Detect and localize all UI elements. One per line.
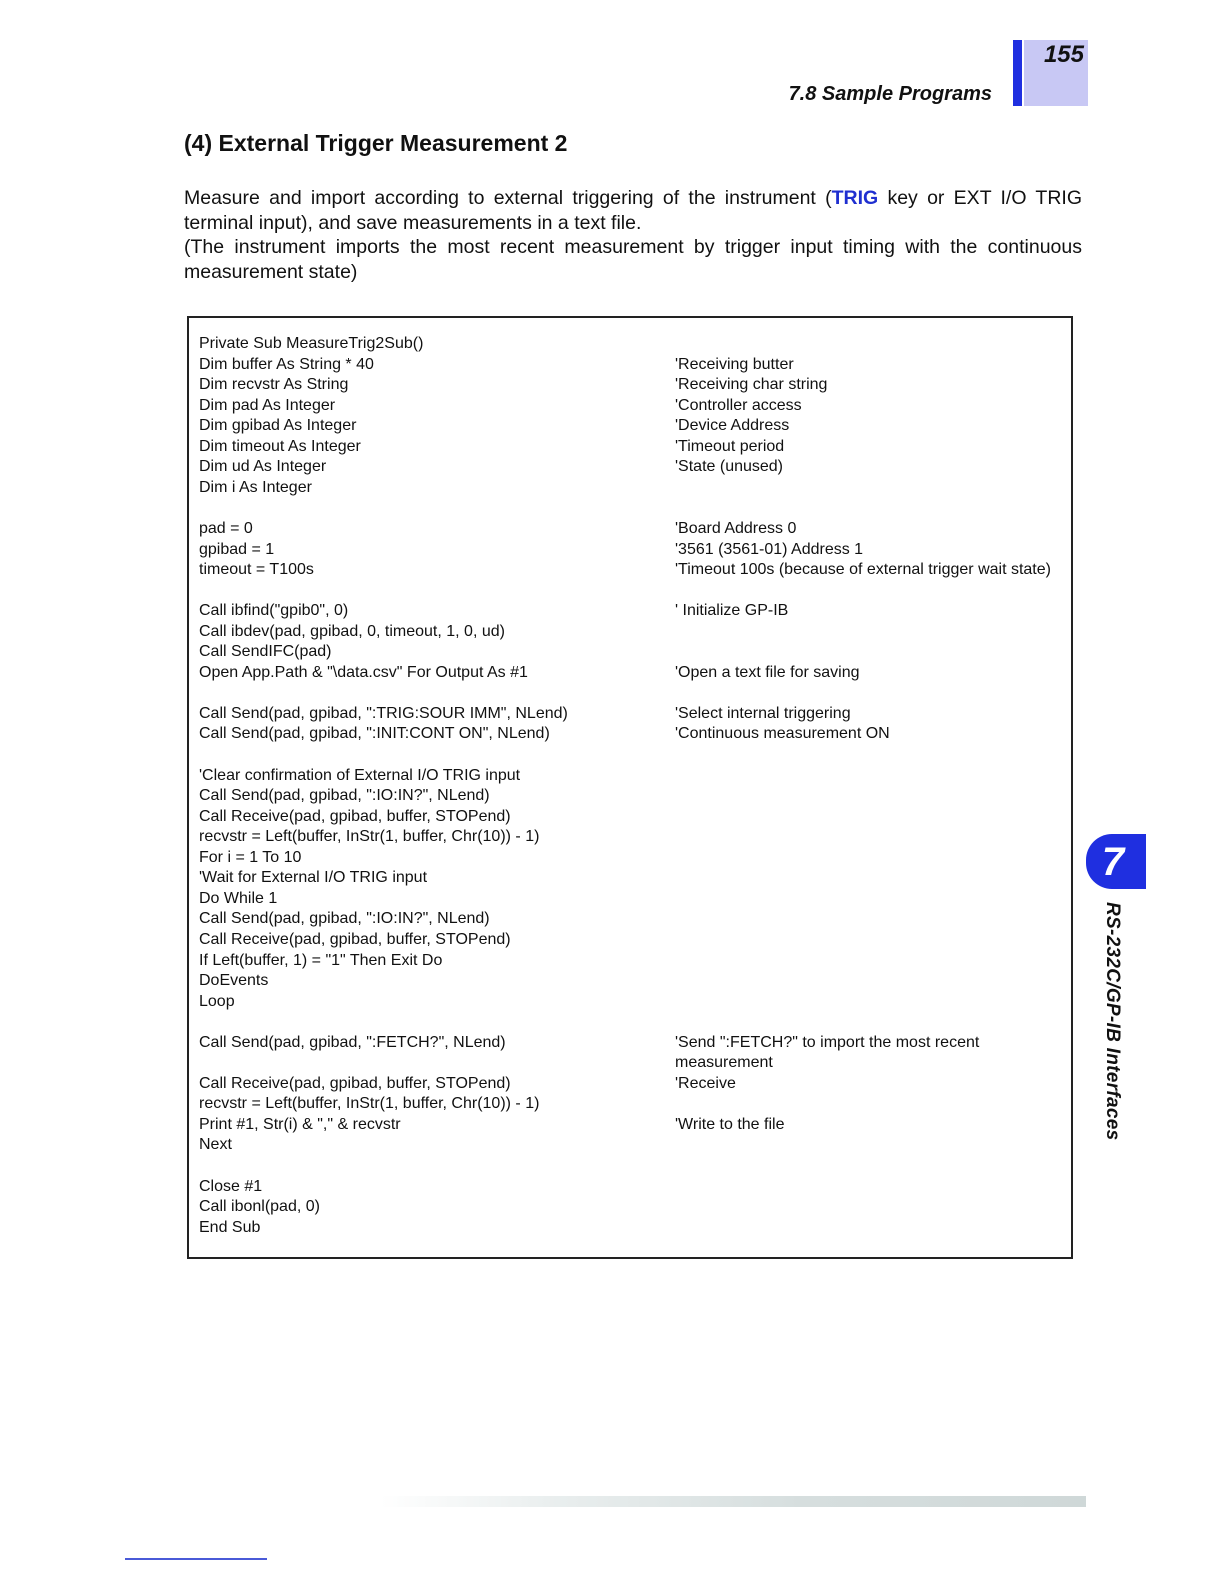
code-text: Call Send(pad, gpibad, ":FETCH?", NLend) xyxy=(199,1033,506,1051)
code-line xyxy=(199,888,1069,909)
code-comment: 'Controller access xyxy=(675,396,802,414)
code-line xyxy=(199,744,1069,765)
code-line xyxy=(199,456,1069,477)
footer-decoration-band xyxy=(380,1496,1086,1507)
code-comment: 'Timeout 100s (because of external trigger wait state) xyxy=(675,561,1051,579)
code-text: Close #1 xyxy=(199,1177,263,1195)
code-text: Call Send(pad, gpibad, ":IO:IN?", NLend) xyxy=(199,910,490,928)
code-line xyxy=(199,682,1069,703)
code-text: Next xyxy=(199,1136,232,1154)
code-text: 'Clear confirmation of External I/O TRIG input xyxy=(199,766,521,784)
code-line xyxy=(199,950,1069,971)
intro-text xyxy=(184,186,1082,284)
code-line xyxy=(199,1011,1069,1032)
code-text: Dim buffer As String * 40 xyxy=(199,355,374,373)
code-line xyxy=(199,806,1069,827)
code-line xyxy=(199,436,1069,457)
code-text: If Left(buffer, 1) = "1" Then Exit Do xyxy=(199,951,443,969)
code-comment: 'State (unused) xyxy=(675,458,784,476)
code-line xyxy=(199,1196,1069,1217)
page-number: 155 xyxy=(1043,41,1084,68)
code-line xyxy=(199,641,1069,662)
code-comment: 'Device Address xyxy=(675,417,790,435)
code-line xyxy=(199,354,1069,375)
code-text: Call ibonl(pad, 0) xyxy=(199,1198,320,1216)
header-accent-bar xyxy=(1013,40,1022,106)
code-line xyxy=(199,559,1069,580)
code-comment: 'Receiving char string xyxy=(675,376,828,394)
intro-paragraph-2: (The instrument imports the most recent measurement by trigger input timing with the continuous measurement state) xyxy=(184,236,1082,283)
code-line xyxy=(199,1176,1069,1197)
code-text: 'Wait for External I/O TRIG input xyxy=(199,869,428,887)
code-text: DoEvents xyxy=(199,972,269,990)
code-comment: 'Receive xyxy=(675,1074,736,1092)
intro-paragraph-1 xyxy=(184,186,1082,235)
intro-p1-start: Measure and import according to external triggering of the instrument ( xyxy=(184,187,832,209)
code-line xyxy=(199,1052,1069,1073)
code-comment: 'Open a text file for saving xyxy=(675,663,860,681)
code-line xyxy=(199,518,1069,539)
code-line xyxy=(199,1114,1069,1135)
code-line xyxy=(199,395,1069,416)
code-line xyxy=(199,415,1069,436)
code-text: Call Receive(pad, gpibad, buffer, STOPend) xyxy=(199,1074,511,1092)
trig-key-label: TRIG xyxy=(831,187,879,209)
code-line xyxy=(199,1134,1069,1155)
code-line xyxy=(199,703,1069,724)
code-line xyxy=(199,847,1069,868)
code-listing-box xyxy=(187,316,1073,1259)
code-text: Call Send(pad, gpibad, ":INIT:CONT ON", NLend) xyxy=(199,725,550,743)
code-text: recvstr = Left(buffer, InStr(1, buffer, Chr(10)) - 1) xyxy=(199,828,540,846)
code-comment: 'Timeout period xyxy=(675,437,785,455)
code-line xyxy=(199,580,1069,601)
code-text: Call ibdev(pad, gpibad, 0, timeout, 1, 0, ud) xyxy=(199,622,505,640)
code-line xyxy=(199,333,1069,354)
code-line xyxy=(199,539,1069,560)
code-comment: 'Select internal triggering xyxy=(675,704,851,722)
code-text: Call Receive(pad, gpibad, buffer, STOPend) xyxy=(199,930,511,948)
code-text: Dim ud As Integer xyxy=(199,458,327,476)
code-comment: 'Write to the file xyxy=(675,1115,785,1133)
code-line xyxy=(199,929,1069,950)
intro-p1-end: key or EXT I/O TRIG terminal input), and save measurements in a text file. xyxy=(184,187,1083,234)
code-text: Call Send(pad, gpibad, ":IO:IN?", NLend) xyxy=(199,787,490,805)
code-text: Loop xyxy=(199,992,235,1010)
code-text: Dim recvstr As String xyxy=(199,376,349,394)
code-text: Dim pad As Integer xyxy=(199,396,336,414)
code-line xyxy=(199,600,1069,621)
code-text: Open App.Path & "\data.csv" For Output As #1 xyxy=(199,663,528,681)
chapter-number: 7 xyxy=(1101,840,1125,884)
code-text: Private Sub MeasureTrig2Sub() xyxy=(199,335,424,352)
code-line xyxy=(199,1217,1069,1238)
code-text: End Sub xyxy=(199,1218,261,1236)
code-line xyxy=(199,970,1069,991)
code-comment: 'Receiving butter xyxy=(675,355,794,373)
code-text: Dim gpibad As Integer xyxy=(199,417,357,435)
page-heading: (4) External Trigger Measurement 2 xyxy=(184,130,568,156)
code-text: Print #1, Str(i) & "," & recvstr xyxy=(199,1115,401,1133)
code-comment: 'Continuous measurement ON xyxy=(675,725,890,743)
code-line xyxy=(199,867,1069,888)
code-comment: 'Board Address 0 xyxy=(675,519,797,537)
code-line xyxy=(199,1073,1069,1094)
code-line xyxy=(199,621,1069,642)
chapter-label: RS-232C/GP-IB Interfaces xyxy=(1102,902,1123,1141)
code-text: Dim timeout As Integer xyxy=(199,437,361,455)
code-comment: '3561 (3561-01) Address 1 xyxy=(675,540,864,558)
code-line xyxy=(199,497,1069,518)
code-comment: measurement xyxy=(675,1054,773,1072)
code-comment: 'Send ":FETCH?" to import the most recent xyxy=(675,1033,980,1051)
code-line xyxy=(199,1032,1069,1053)
code-line xyxy=(199,991,1069,1012)
code-line xyxy=(199,723,1069,744)
code-text: For i = 1 To 10 xyxy=(199,848,302,866)
code-text: Dim i As Integer xyxy=(199,478,312,496)
code-line xyxy=(199,662,1069,683)
code-text: Call ibfind("gpib0", 0) xyxy=(199,602,349,620)
code-line xyxy=(199,785,1069,806)
section-title: 7.8 Sample Programs xyxy=(788,83,992,105)
code-line xyxy=(199,1093,1069,1114)
code-line xyxy=(199,908,1069,929)
code-line xyxy=(199,826,1069,847)
code-line xyxy=(199,1155,1069,1176)
code-line xyxy=(199,374,1069,395)
code-text: Do While 1 xyxy=(199,889,278,907)
footer-rule xyxy=(125,1558,267,1560)
code-text: recvstr = Left(buffer, InStr(1, buffer, Chr(10)) - 1) xyxy=(199,1095,540,1113)
code-text: Call SendIFC(pad) xyxy=(199,643,332,661)
code-text: timeout = T100s xyxy=(199,561,314,579)
code-line xyxy=(199,477,1069,498)
code-line xyxy=(199,765,1069,786)
code-text: Call Receive(pad, gpibad, buffer, STOPend) xyxy=(199,807,511,825)
code-comment: ' Initialize GP-IB xyxy=(675,602,789,620)
code-text: Call Send(pad, gpibad, ":TRIG:SOUR IMM", NLend) xyxy=(199,704,568,722)
code-text: pad = 0 xyxy=(199,519,253,537)
code-text: gpibad = 1 xyxy=(199,540,275,558)
